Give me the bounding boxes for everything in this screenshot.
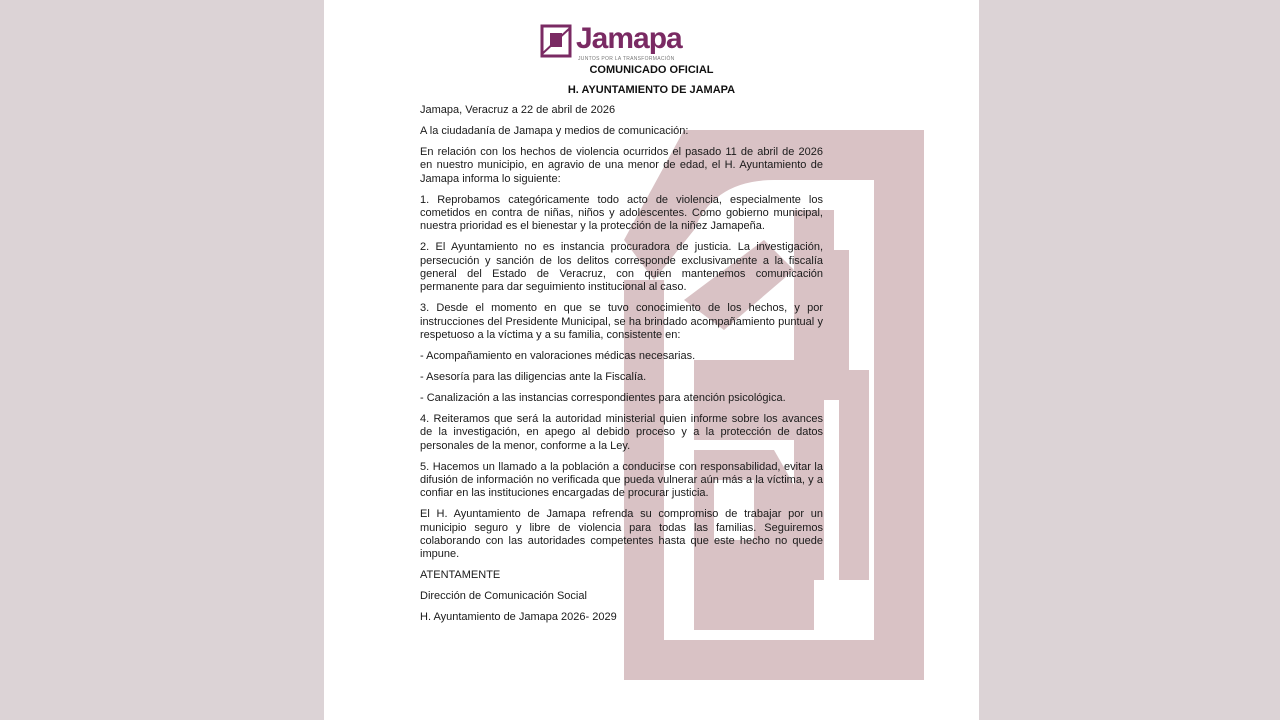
logo-wordmark: Jamapa bbox=[576, 22, 682, 55]
signature-institution: H. Ayuntamiento de Jamapa 2026- 2029 bbox=[420, 611, 617, 624]
closing: ATENTAMENTE bbox=[420, 569, 501, 582]
date-line: Jamapa, Veracruz a 22 de abril de 2026 bbox=[420, 104, 616, 116]
signature-department: Dirección de Comunicación Social bbox=[420, 590, 587, 603]
paragraph: El H. Ayuntamiento de Jamapa refrenda su compromiso de trabajar por un municipio seguro y libre de violencia para todas las familias. Seguiremos colaborando con las autoridades competentes hasta que este hecho no quede impune. bbox=[420, 508, 823, 561]
list-item: - Acompañamiento en valoraciones médicas necesarias. bbox=[420, 350, 696, 363]
document-subtitle: H. AYUNTAMIENTO DE JAMAPA bbox=[567, 84, 736, 96]
document-title: COMUNICADO OFICIAL bbox=[589, 64, 714, 76]
paragraph: 1. Reprobamos categóricamente todo acto de violencia, especialmente los cometidos en contra de niñas, niños y adolescentes. Como gobierno municipal, nuestra prioridad es el bienestar y la protección de la niñez Jamapeña. bbox=[420, 193, 823, 233]
document-body bbox=[420, 104, 823, 632]
list-item: - Asesoría para las diligencias ante la Fiscalía. bbox=[420, 371, 647, 383]
paragraph: 5. Hacemos un llamado a la población a conducirse con responsabilidad, evitar la difusión de información no verificada que pueda vulnerar aún más a la víctima, y a confiar en las instituciones encargadas de procurar justicia. bbox=[420, 460, 823, 500]
jamapa-logo bbox=[540, 24, 710, 62]
paragraph: 2. El Ayuntamiento no es instancia procuradora de justicia. La investigación, persecución y sanción de los delitos corresponde exclusivamente a la fiscalía general del Estado de Veracruz, con quien mantenemos comunicación permanente para dar seguimiento institucional al caso. bbox=[420, 241, 823, 294]
paragraph: En relación con los hechos de violencia ocurridos el pasado 11 de abril de 2026 en nuestro municipio, en agravio de una menor de edad, el H. Ayuntamiento de Jamapa informa lo siguiente: bbox=[420, 145, 823, 185]
document-page bbox=[324, 0, 979, 720]
emblem-icon bbox=[540, 24, 572, 58]
logo-tagline: JUNTOS POR LA TRANSFORMACIÓN bbox=[578, 56, 675, 62]
paragraph: 4. Reiteramos que será la autoridad ministerial quien informe sobre los avances de la investigación, en apego al debido proceso y a la protección de datos personales de la menor, conforme a la Ley. bbox=[420, 412, 823, 452]
salutation: A la ciudadanía de Jamapa y medios de comunicación: bbox=[420, 124, 689, 137]
list-item: - Canalización a las instancias correspondientes para atención psicológica. bbox=[420, 391, 786, 404]
paragraph: 3. Desde el momento en que se tuvo conocimiento de los hechos, y por instrucciones del Presidente Municipal, se ha brindado acompañamiento puntual y respetuoso a la víctima y a su familia, consistente en: bbox=[420, 302, 823, 342]
